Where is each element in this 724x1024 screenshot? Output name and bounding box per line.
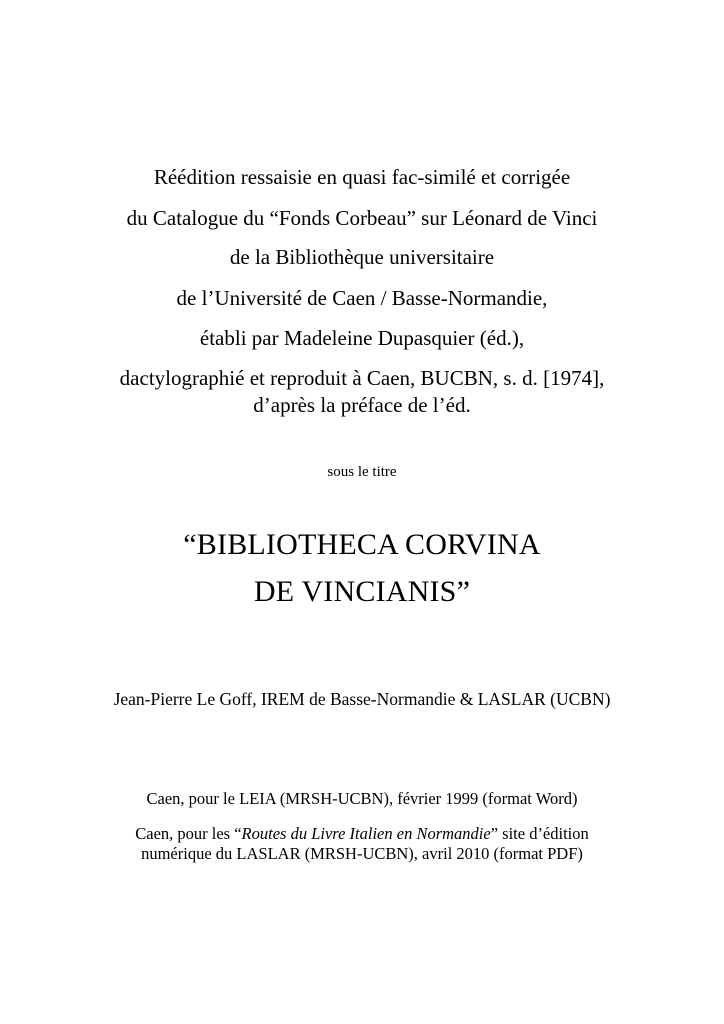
edition-line-2-prefix: Caen, pour les “ (135, 824, 242, 843)
main-title-line-2: DE VINCIANIS” (253, 575, 471, 608)
intro-line-6: dactylographié et reproduit à Caen, BUCBN, s. d. [1974], (119, 366, 605, 390)
subtitle: sous le titre (327, 464, 397, 480)
edition-line-2-suffix: ” site d’édition (490, 824, 589, 843)
author-line: Jean-Pierre Le Goff, IREM de Basse-Normandie & LASLAR (UCBN) (113, 689, 611, 709)
intro-line-5: établi par Madeleine Dupasquier (éd.), (199, 326, 525, 350)
edition-line-2 (0, 824, 724, 844)
intro-line-7: d’après la préface de l’éd. (253, 393, 471, 417)
intro-line-1: Réédition ressaisie en quasi fac-similé et corrigée (153, 165, 571, 189)
edition-line-2-italic: Routes du Livre Italien en Normandie (241, 824, 491, 843)
intro-line-2: du Catalogue du “Fonds Corbeau” sur Léonard de Vinci (126, 206, 598, 230)
intro-line-3: de la Bibliothèque universitaire (229, 245, 495, 269)
edition-line-1: Caen, pour le LEIA (MRSH-UCBN), février 1999 (format Word) (146, 789, 578, 808)
intro-line-4: de l’Université de Caen / Basse-Normandie, (176, 286, 548, 310)
main-title-line-1: “BIBLIOTHECA CORVINA (183, 528, 541, 561)
edition-line-3: numérique du LASLAR (MRSH-UCBN), avril 2010 (format PDF) (141, 844, 583, 863)
